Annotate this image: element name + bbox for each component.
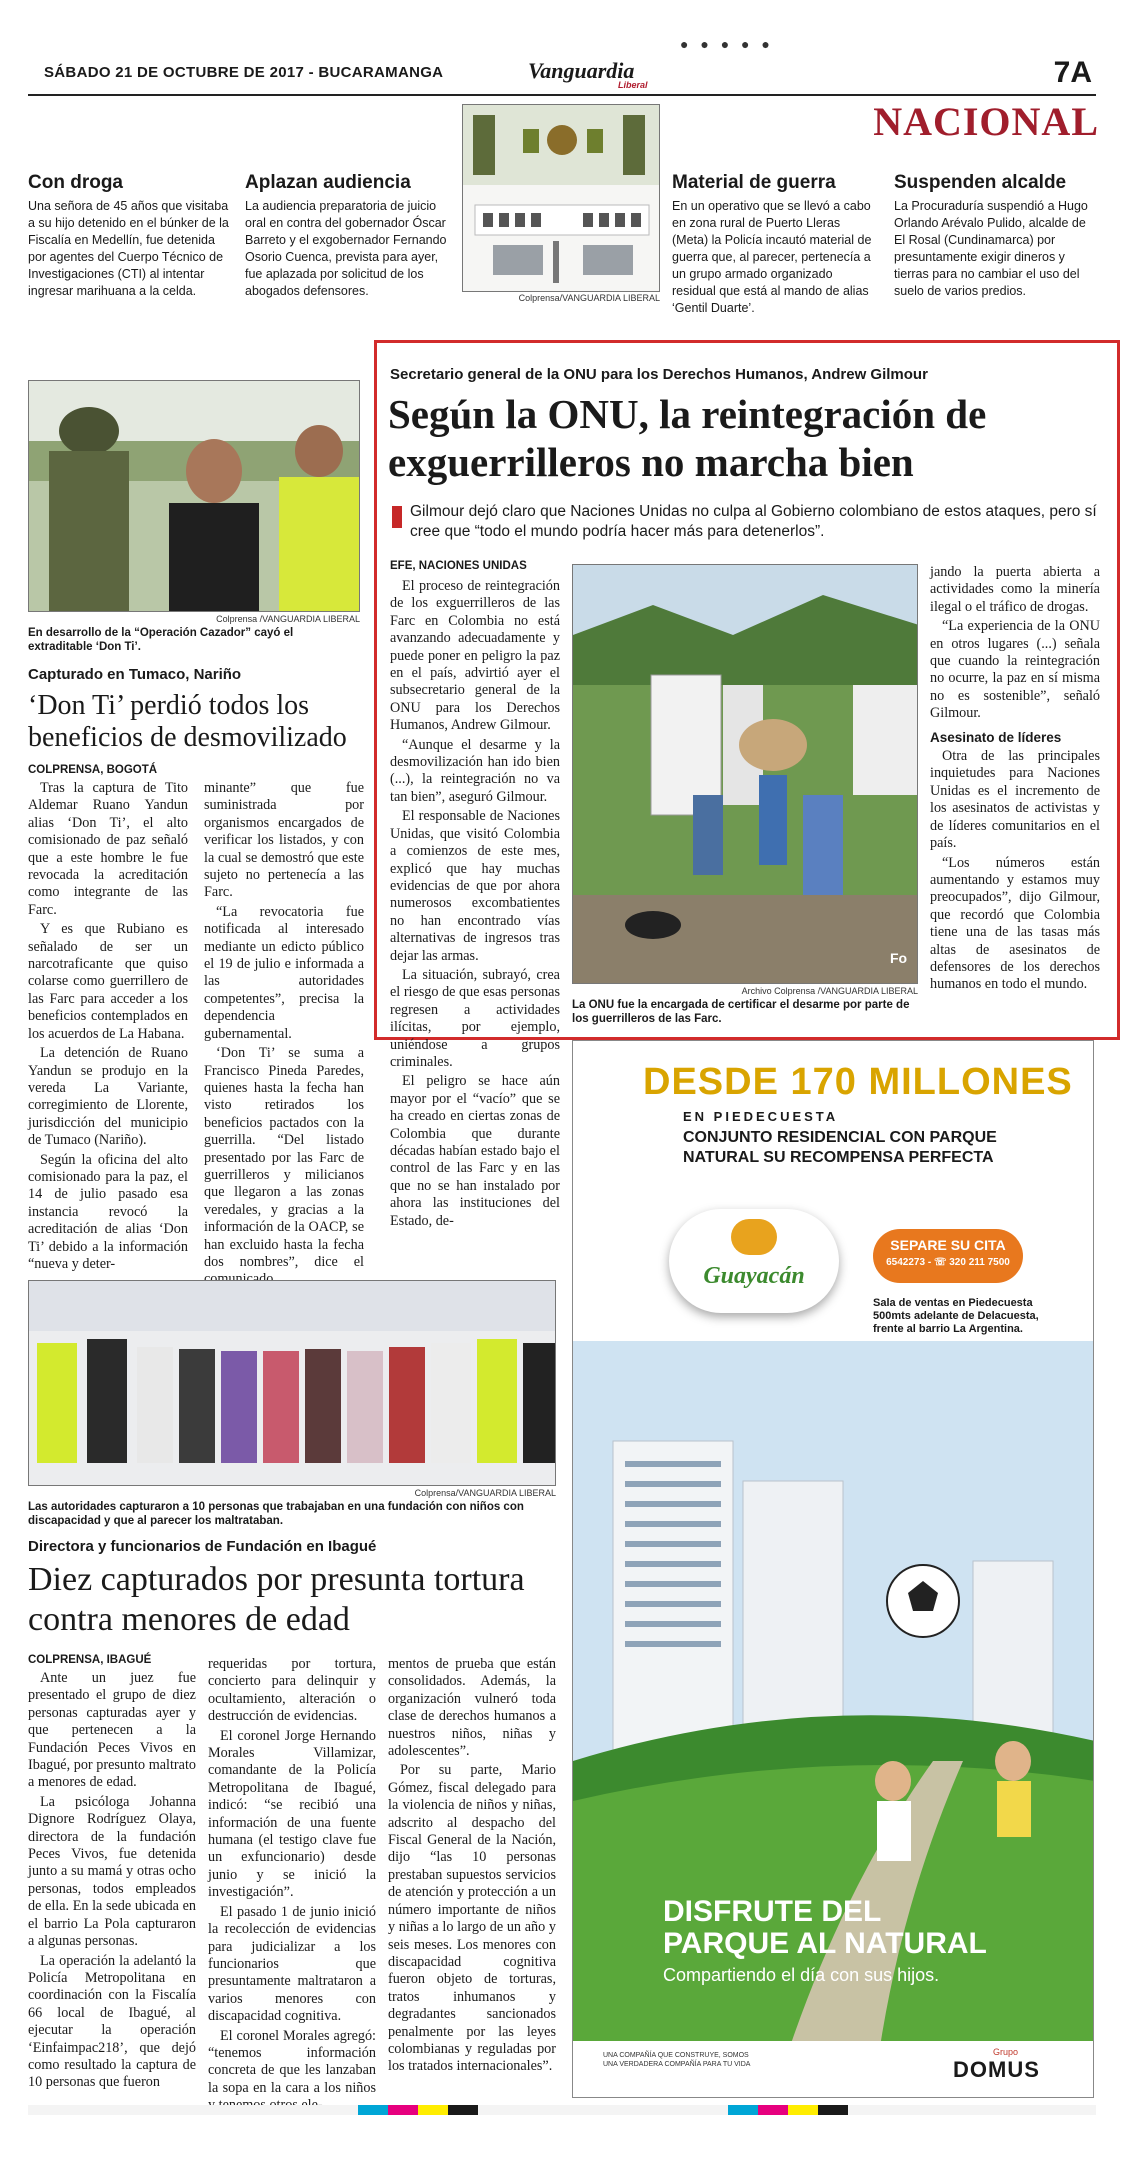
- paragraph: El pasado 1 de junio inició la recolección de evidencias para judicializar a los funcionarios que presuntamente maltrataron a varios menores con discapacidad cognitiva.: [208, 1903, 376, 2025]
- brief-item: [894, 172, 1099, 300]
- brief-item: [245, 172, 450, 300]
- ad-slogan: PARQUE AL NATURAL: [663, 1927, 987, 1960]
- registration-color-bar: [28, 2105, 1096, 2115]
- ad-sales-line: frente al barrio La Argentina.: [873, 1323, 1023, 1335]
- paragraph: “La revocatoria fue notificada al interesado mediante un edicto público el 19 de julio e informada a las autoridades competentes”, precisa la dependencia gubernamental.: [204, 903, 364, 1042]
- article-column: [390, 578, 560, 1232]
- ad-slogan-sub: Compartiendo el día con sus hijos.: [663, 1965, 940, 1985]
- paragraph: ‘Don Ti’ se suma a Francisco Pineda Paredes, quienes hasta la fecha han visto retirados los beneficios pactados con la guerrilla. “Del listado presentado por las Farc de guerrilleros y milicianos que llegaron a las zonas veredales, y gracias a la información de la OACP, se han excluido hasta la fecha dos nombres”, dice el: [204, 1045, 364, 1270]
- paragraph: Ante un juez fue presentado el grupo de diez personas capturadas ayer y que pertenecen a la Fundación Peces Vivos en Ibagué, por presunto maltrato a menores de edad.: [28, 1670, 196, 1791]
- ad-tagline: NATURAL SU RECOMPENSA PERFECTA: [683, 1149, 994, 1166]
- paragraph: El responsable de Naciones Unidas, que visitó Colombia a comienzos de este mes, explicó que hay muchas evidencias de que por ahora numerosos excombatientes no han encontrado vías alternativas de ingresos tras dejar las armas.: [390, 808, 560, 964]
- article-kicker: Directora y funcionarios de Fundación en Ibagué: [28, 1538, 377, 1555]
- photo-watermark: Fo: [890, 950, 908, 966]
- photo-caption: La ONU fue la encargada de certificar el desarme por parte de los guerrilleros de las Farc.: [572, 999, 910, 1025]
- article-column: [28, 780, 188, 1275]
- paragraph: Según la oficina del alto comisionado para la paz, el 14 de julio pasado esa instancia revocó la acreditación de alias ‘Don Ti’ debido a la información “nueva y deter-: [28, 1151, 188, 1272]
- page-number: 7A: [1053, 56, 1092, 89]
- paragraph: La detención de Ruano Yandun se produjo en la vereda La Variante, corregimiento de Llorente, jurisdicción del municipio de Tumaco (Nariño).: [28, 1045, 188, 1149]
- paragraph: Por su parte, Mario Gómez, fiscal delegado para la violencia de niños y niñas, adscrito al despacho del Fiscal General de la Nación, dijo “las 10 personas prestaban supuestos servicios de atención y protección a un número importante de niños y niñas a lo largo de un año y seis meses. Los menores con discapacidad cognitiva fueron objeto de torturas, tratos inhumanos y degradantes sancionados penalmente por las leyes colombianas y reguladas por los tratados internacionales”.: [388, 1762, 556, 2075]
- paragraph: La psicóloga Johanna Dignore Rodríguez Olaya, directora de la fundación Peces Vivos, fue detenida junto a su mamá y otras ocho personas, todos empleados de ella. En la sede ubicada en el barrio La Pola capturaron a algunas personas.: [28, 1793, 196, 1950]
- ad-sales-info: [873, 1297, 1073, 1336]
- brief-item: [672, 172, 877, 317]
- deck-marker-icon: [392, 506, 402, 528]
- weapons-photo: [462, 104, 660, 292]
- paragraph: El coronel Jorge Hernando Morales Villamizar, comandante de la Policía Metropolitana de Ibagué, indicó: “se recibió una información de una fuente humana (el testigo clave fue un exfuncionario) desde junio y se inició la investigación”.: [208, 1727, 376, 1901]
- photo-caption: En desarrollo de la “Operación Cazador” cayó el extraditable ‘Don Ti’.: [28, 627, 294, 653]
- brief-title: Con droga: [28, 172, 123, 193]
- paragraph: requeridas por tortura, concierto para delinquir y ocultamiento, alteración o destrucción de evidencias.: [208, 1656, 376, 1725]
- ad-logo-badge: [669, 1209, 839, 1313]
- ad-cta-badge: [873, 1229, 1023, 1283]
- ad-brand-group: Grupo: [993, 2047, 1019, 2057]
- newspaper-logo: Vanguardia: [528, 58, 635, 83]
- paragraph: “Los números están aumentando y estamos muy preocupados”, dijo Gilmour, que recordó que Colombia tiene una de las tasas más altas de asesinatos de defensores de los derechos humanos en todo el mundo.: [930, 854, 1100, 993]
- weapons-photo-illustration: [463, 105, 660, 292]
- ad-logo-text: Guayacán: [703, 1263, 805, 1289]
- article-byline: COLPRENSA, IBAGUÉ: [28, 1654, 152, 1666]
- tree-icon: [731, 1219, 777, 1255]
- ad-brand-logo: DOMUS: [953, 2057, 1040, 2082]
- article-subhead: Asesinato de líderes: [930, 729, 1062, 745]
- paragraph: La operación la adelantó la Policía Metropolitana en coordinación con la Fiscalía 66 local de Ibagué, al ejecutar la operación ‘Einfaimpac218’, que dejó como resultado la captura de 10 personas que fueron: [28, 1952, 196, 2091]
- brief-body: La Procuraduría suspendió a Hugo Orlando Arévalo Pulido, alcalde de El Rosal (Cundinamarca) por presuntamente exigir dineros y tierras para no cambiar el uso del suelo de varios predios.: [894, 199, 1088, 298]
- ad-sales-line: 500mts adelante de Delacuesta,: [873, 1310, 1039, 1322]
- article-kicker: Secretario general de la ONU para los Derechos Humanos, Andrew Gilmour: [390, 366, 928, 383]
- brief-title: Aplazan audiencia: [245, 172, 411, 193]
- article-headline: Según la ONU, la reintegración de exguerrilleros no marcha bien: [388, 391, 987, 485]
- header-date: SÁBADO 21 DE OCTUBRE DE 2017 - BUCARAMANGA: [44, 64, 444, 81]
- photo-credit: Colprensa/VANGUARDIA LIBERAL: [414, 1488, 556, 1498]
- article-headline: ‘Don Ti’ perdió todos los beneficios de desmovilizado: [28, 690, 347, 753]
- article-column: [388, 1656, 556, 2078]
- photo-caption: Las autoridades capturaron a 10 personas que trabajaban en una fundación con niños con discapacidad y que al parecer los maltrataban.: [28, 1501, 524, 1527]
- article-column: [208, 1656, 376, 2117]
- article-byline: EFE, NACIONES UNIDAS: [390, 560, 527, 572]
- article-column: [204, 780, 364, 1291]
- paragraph: La situación, subrayó, crea el riesgo de que esas personas regresen a actividades ilícitas, por ejemplo, uniéndose a grupos criminales.: [390, 966, 560, 1070]
- paragraph: El coronel Morales agregó: “tenemos información concreta de que les lanzaban la sopa en la cara a los niños: [208, 2027, 376, 2096]
- ad-cta-title: SEPARE SU CITA: [890, 1237, 1006, 1253]
- paragraph: Tras la captura de Tito Aldemar Ruano Yandun alias ‘Don Ti’, el alto comisionado de paz señaló que a este hombre le fue revocada la acreditación como integrante de las Farc.: [28, 780, 188, 918]
- section-title: NACIONAL: [873, 99, 1099, 144]
- paragraph: minante” que fue suministrada por organismos encargados de verificar los listados, y con la cual se demostró que este sujeto no pertenecía a las Farc.: [204, 780, 364, 901]
- ad-cta-phone: 6542273 - ☏ 320 211 7500: [886, 1257, 1010, 1268]
- onu-photo: [572, 564, 918, 984]
- article-byline: COLPRENSA, BOGOTÁ: [28, 764, 158, 776]
- paragraph: Y es que Rubiano es señalado de ser un narcotraficante que quiso colarse como guerrillero de las Farc para acceder a los beneficios contemplados en los acuerdos de La Habana.: [28, 921, 188, 1042]
- newspaper-logo-sub: Liberal: [618, 80, 648, 90]
- brief-title: Material de guerra: [672, 172, 836, 193]
- paragraph: El proceso de reintegración de los exguerrilleros de las Farc en Colombia no está avanzando adecuadamente y puede poner en peligro la paz en el país, advirtió ayer el subsecretario general de la ONU para los Derechos Humanos, Andrew Gilmour.: [390, 578, 560, 734]
- don-ti-photo-illustration: [29, 381, 360, 612]
- article-deck: Gilmour dejó claro que Naciones Unidas no culpa al Gobierno colombiano de estos ataques, pero sí cree que “todo el mundo podría hacer más para detenerlos”.: [410, 503, 1097, 540]
- paragraph: “Aunque el desarme y la desmovilización han ido bien (...), la reintegración no va tan bien”, aseguró Gilmour.: [390, 736, 560, 805]
- advertisement[interactable]: [572, 1040, 1094, 2098]
- ad-footer-small: UNA COMPAÑÍA QUE CONSTRUYE, SOMOS UNA VERDADERA COMPAÑÍA PARA TU VIDA: [603, 2052, 751, 2068]
- paragraph: jando la puerta abierta a actividades como la minería ilegal o el tráfico de drogas.: [930, 564, 1100, 615]
- ad-price-line: DESDE 170 MILLONES: [643, 1061, 1073, 1103]
- paragraph: “La experiencia de la ONU en otros lugares (...) señala que cuando la reintegración no ocurre, la paz en sí misma no es sostenible”, señaló Gilmour.: [930, 618, 1100, 722]
- paragraph: Otra de las principales inquietudes para Naciones Unidas es el incremento de los asesinatos de activistas y de líderes comunitarios en el país.: [930, 748, 1100, 852]
- registration-dots: ● ● ● ● ●: [680, 36, 774, 52]
- ibague-photo-illustration: [29, 1281, 556, 1486]
- photo-credit: Colprensa /VANGUARDIA LIBERAL: [216, 614, 360, 624]
- photo-credit: Archivo Colprensa /VANGUARDIA LIBERAL: [741, 986, 918, 996]
- don-ti-photo: [28, 380, 360, 612]
- brief-body: Una señora de 45 años que visitaba a su hijo detenido en el búnker de la Fiscalía en Medellín, fue detenida por agentes del Cuerpo Técnico de Investigaciones (CTI) al intentar ingresar marihuana a la celda.: [28, 199, 229, 298]
- photo-credit: Colprensa/VANGUARDIA LIBERAL: [518, 293, 660, 303]
- ad-slogan: DISFRUTE DEL: [663, 1895, 882, 1928]
- paragraph: mentos de prueba que están consolidados. Además, la organización vulneró toda clase de derechos humanos a nuestros niños, niñas y adolescentes”.: [388, 1656, 556, 1760]
- article-column: [28, 1670, 196, 2094]
- paragraph: El peligro se hace aún mayor por el “vacío” que se ha creado en ciertas zonas de Colombia que durante décadas habían estado bajo el control de las Farc y en las que no se han instalado por ahora las instituciones del Estado, de-: [390, 1073, 560, 1229]
- article-kicker: Capturado en Tumaco, Nariño: [28, 666, 242, 683]
- article-headline: Diez capturados por presunta tortura contra menores de edad: [28, 1561, 525, 1638]
- brief-item: [28, 172, 233, 300]
- ibague-photo: [28, 1280, 556, 1486]
- ad-location-line: EN PIEDECUESTA: [683, 1109, 839, 1124]
- brief-body: La audiencia preparatoria de juicio oral en contra del gobernador Óscar Barreto y el exgobernador Fernando Osorio Cuenca, prevista para ayer, fue aplazada por solicitud de los abogados defensores.: [245, 199, 447, 298]
- article-column: [930, 564, 1100, 996]
- ad-tagline: CONJUNTO RESIDENCIAL CON PARQUE: [683, 1129, 997, 1146]
- onu-photo-illustration: [573, 565, 918, 984]
- brief-title: Suspenden alcalde: [894, 172, 1067, 193]
- brief-body: En un operativo que se llevó a cabo en zona rural de Puerto Lleras (Meta) la Policía incautó material de guerra que, al parecer, pertenecía a un grupo armado organizado residual que está al mando de alias ‘Gentil Duarte’.: [672, 199, 872, 315]
- page-header: [28, 54, 1096, 96]
- ad-sales-line: Sala de ventas en Piedecuesta: [873, 1297, 1033, 1309]
